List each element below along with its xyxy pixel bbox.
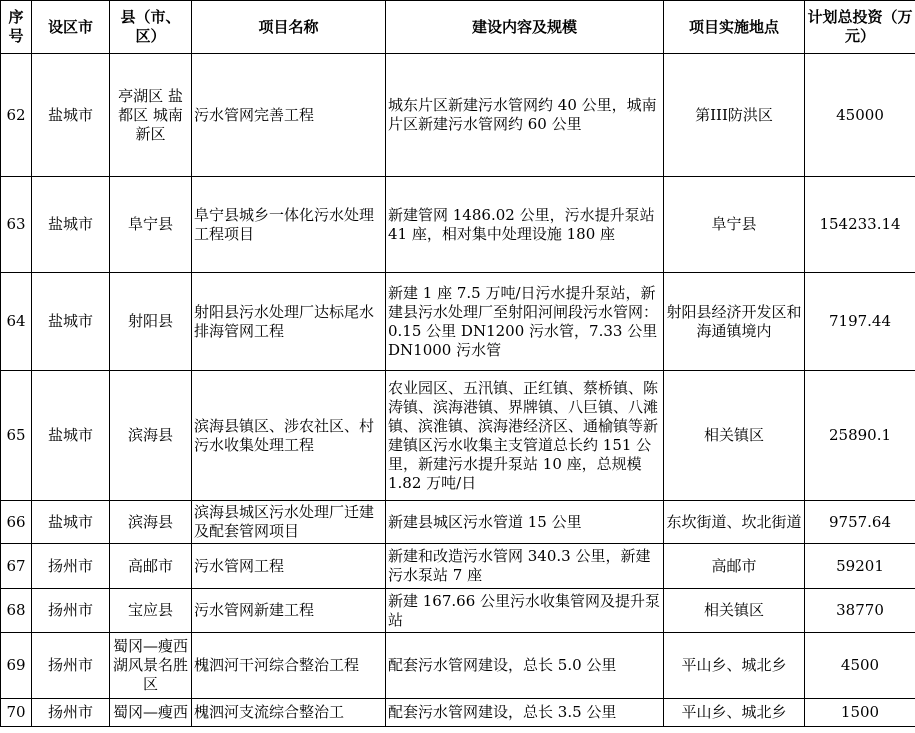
header-row (1, 1, 915, 54)
cell-no: 68 (1, 589, 32, 633)
cell-city: 盐城市 (32, 371, 110, 501)
cell-investment: 45000 (805, 54, 915, 177)
cell-content: 新建管网 1486.02 公里，污水提升泵站 41 座，相对集中处理设施 180 座 (386, 177, 664, 273)
cell-city: 扬州市 (32, 589, 110, 633)
header-no: 序号 (1, 1, 32, 54)
header-location: 项目实施地点 (664, 1, 805, 54)
cell-content: 新建县城区污水管道 15 公里 (386, 501, 664, 544)
table-row (1, 177, 915, 273)
cell-investment: 154233.14 (805, 177, 915, 273)
cell-name: 污水管网完善工程 (192, 54, 386, 177)
header-name: 项目名称 (192, 1, 386, 54)
cell-content: 新建 167.66 公里污水收集管网及提升泵站 (386, 589, 664, 633)
cell-content: 配套污水管网建设，总长 5.0 公里 (386, 633, 664, 699)
cell-location: 东坎街道、坎北街道 (664, 501, 805, 544)
cell-no: 62 (1, 54, 32, 177)
cell-content: 配套污水管网建设，总长 3.5 公里 (386, 699, 664, 727)
cell-city: 盐城市 (32, 501, 110, 544)
cell-no: 70 (1, 699, 32, 727)
cell-county: 亭湖区 盐都区 城南新区 (110, 54, 192, 177)
cell-location: 第III防洪区 (664, 54, 805, 177)
cell-location: 相关镇区 (664, 589, 805, 633)
table-row (1, 699, 915, 727)
cell-name: 阜宁县城乡一体化污水处理工程项目 (192, 177, 386, 273)
cell-no: 63 (1, 177, 32, 273)
cell-city: 扬州市 (32, 699, 110, 727)
cell-location: 平山乡、城北乡 (664, 633, 805, 699)
cell-no: 69 (1, 633, 32, 699)
cell-name: 槐泗河支流综合整治工 (192, 699, 386, 727)
cell-county: 蜀冈—瘦西湖风景名胜区 (110, 633, 192, 699)
cell-county: 宝应县 (110, 589, 192, 633)
cell-location: 阜宁县 (664, 177, 805, 273)
cell-city: 扬州市 (32, 633, 110, 699)
table-row (1, 544, 915, 589)
table-row (1, 54, 915, 177)
cell-city: 盐城市 (32, 54, 110, 177)
cell-name: 滨海县城区污水处理厂迁建及配套管网项目 (192, 501, 386, 544)
table-row (1, 501, 915, 544)
cell-county: 阜宁县 (110, 177, 192, 273)
cell-county: 滨海县 (110, 371, 192, 501)
cell-content: 新建和改造污水管网 340.3 公里，新建污水泵站 7 座 (386, 544, 664, 589)
cell-name: 污水管网工程 (192, 544, 386, 589)
table-row (1, 589, 915, 633)
cell-investment: 25890.1 (805, 371, 915, 501)
cell-county: 射阳县 (110, 273, 192, 371)
cell-investment: 7197.44 (805, 273, 915, 371)
table-row (1, 633, 915, 699)
cell-name: 槐泗河干河综合整治工程 (192, 633, 386, 699)
cell-county: 高邮市 (110, 544, 192, 589)
table-row (1, 273, 915, 371)
cell-content: 新建 1 座 7.5 万吨/日污水提升泵站，新建县污水处理厂至射阳河闸段污水管网：0.15 公里 DN1200 污水管，7.33 公里 DN1000 污水管 (386, 273, 664, 371)
cell-name: 滨海县镇区、涉农社区、村污水收集处理工程 (192, 371, 386, 501)
cell-investment: 9757.64 (805, 501, 915, 544)
cell-content: 农业园区、五汛镇、正红镇、蔡桥镇、陈涛镇、滨海港镇、界牌镇、八巨镇、八滩镇、滨淮镇、滨海港经济区、通榆镇等新建镇区污水收集主支管道总长约 151 公里，新建污水提升泵站 10 座，总规模 1.82 万吨/日 (386, 371, 664, 501)
cell-investment: 59201 (805, 544, 915, 589)
cell-investment: 4500 (805, 633, 915, 699)
cell-no: 64 (1, 273, 32, 371)
cell-location: 高邮市 (664, 544, 805, 589)
header-city: 设区市 (32, 1, 110, 54)
cell-location: 射阳县经济开发区和海通镇境内 (664, 273, 805, 371)
header-investment: 计划总投资（万元） (805, 1, 915, 54)
header-county: 县（市、区） (110, 1, 192, 54)
cell-location: 相关镇区 (664, 371, 805, 501)
cell-city: 扬州市 (32, 544, 110, 589)
cell-county: 滨海县 (110, 501, 192, 544)
cell-no: 67 (1, 544, 32, 589)
cell-no: 66 (1, 501, 32, 544)
header-content: 建设内容及规模 (386, 1, 664, 54)
cell-investment: 38770 (805, 589, 915, 633)
cell-name: 射阳县污水处理厂达标尾水排海管网工程 (192, 273, 386, 371)
cell-name: 污水管网新建工程 (192, 589, 386, 633)
cell-county: 蜀冈—瘦西 (110, 699, 192, 727)
cell-location: 平山乡、城北乡 (664, 699, 805, 727)
cell-city: 盐城市 (32, 273, 110, 371)
table-row (1, 371, 915, 501)
cell-city: 盐城市 (32, 177, 110, 273)
cell-investment: 1500 (805, 699, 915, 727)
cell-content: 城东片区新建污水管网约 40 公里，城南片区新建污水管网约 60 公里 (386, 54, 664, 177)
cell-no: 65 (1, 371, 32, 501)
